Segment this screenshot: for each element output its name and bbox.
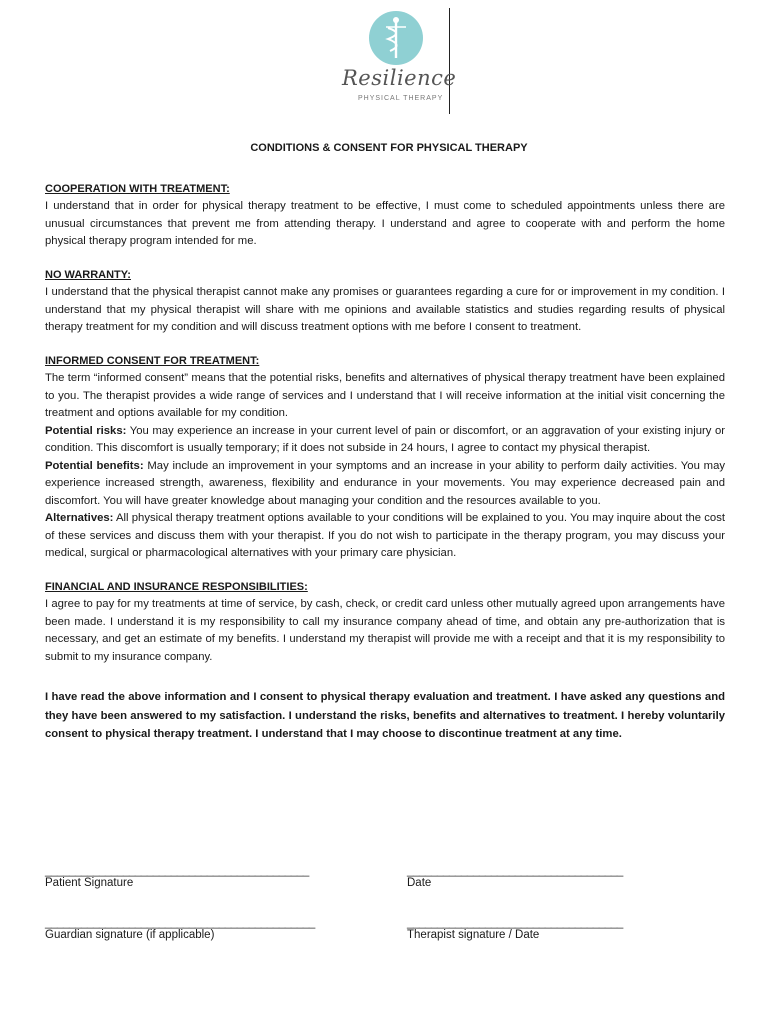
potential-benefits	[45, 458, 725, 511]
potential-risks	[45, 423, 725, 458]
section-body: I understand that the physical therapist cannot make any promises or guarantees regarding a cure for or improvement in my condition. I understand that my physical therapist will share with me opinions and available statistics and studies regarding results of physical therapy treatment for my condition and will discuss treatment options with me before I consent to treatment.	[45, 286, 725, 333]
date-label: Date	[407, 877, 432, 889]
section-heading: INFORMED CONSENT FOR TREATMENT:	[45, 354, 260, 367]
guardian-signature-block	[45, 917, 315, 941]
section-body: I agree to pay for my treatments at time of service, by cash, check, or credit card unless other mutually agreed upon arrangements have been made. I understand it is my responsibility to call my insurance company ahead of time, and obtain any pre-authorization that is necessary, and get an estimate of my benefits. I understand my therapist will provide me with a receipt and that it is my responsibility to submit to my insurance company.	[45, 598, 725, 663]
logo-tagline: PHYSICAL THERAPY	[358, 95, 444, 102]
therapist-signature-block	[407, 917, 623, 941]
document-title: CONDITIONS & CONSENT FOR PHYSICAL THERAPY	[250, 142, 528, 154]
therapist-signature-line[interactable]: ____________________________________	[407, 917, 623, 929]
section-financial	[45, 579, 725, 667]
section-heading: FINANCIAL AND INSURANCE RESPONSIBILITIES:	[45, 580, 308, 593]
date-block	[407, 865, 623, 889]
patient-signature-block	[45, 865, 309, 889]
therapist-signature-label: Therapist signature / Date	[407, 929, 540, 941]
guardian-signature-line[interactable]: _____________________________________________	[45, 917, 315, 929]
alternatives-text: All physical therapy treatment options available to your conditions will be explained to you. You may inquire about the cost of these services and discuss them with your therapist. If you do not wish to participate in the therapy program, you may discuss your medical, surgical or pharmacological alternatives with your primary care physician.	[45, 512, 725, 559]
section-informed-consent	[45, 353, 725, 563]
logo-name: Resilience	[342, 66, 457, 90]
consent-document	[45, 140, 725, 744]
date-line[interactable]: ____________________________________	[407, 865, 623, 877]
logo-divider	[449, 8, 450, 114]
section-cooperation	[45, 181, 725, 251]
guardian-signature-label: Guardian signature (if applicable)	[45, 929, 215, 941]
alternatives-label: Alternatives:	[45, 512, 114, 524]
patient-signature-label: Patient Signature	[45, 877, 134, 889]
section-heading: NO WARRANTY:	[45, 268, 131, 281]
section-body: I understand that in order for physical therapy treatment to be effective, I must come to scheduled appointments unless there are unusual circumstances that prevent me from attending therapy. I understand and agree to cooperate with and perform the home physical therapy program intended for me.	[45, 200, 725, 247]
section-no-warranty	[45, 267, 725, 337]
section-body: The term “informed consent” means that the potential risks, benefits and alternatives of physical therapy treatment have been explained to you. The therapist provides a wide range of services and I understand that I will receive information at the initial visit concerning the treatment and options available for my condition.	[45, 372, 725, 419]
benefits-text: May include an improvement in your symptoms and an increase in your ability to perform daily activities. You may experience increased strength, awareness, flexibility and endurance in your movements. You may experience decreased pain and discomfort. You will have greater knowledge about managing your condition and the resources available to you.	[45, 459, 726, 507]
section-heading: COOPERATION WITH TREATMENT:	[45, 182, 230, 195]
patient-signature-line[interactable]: ____________________________________________	[45, 865, 309, 877]
consent-statement: I have read the above information and I consent to physical therapy evaluation and treatment. I have asked any questions and they have been answered to my satisfaction. I understand the risks, benefits and alternatives to treatment. I hereby voluntarily consent to physical therapy treatment. I understand that I may choose to discontinue treatment at any time.	[45, 691, 725, 740]
alternatives	[45, 510, 725, 563]
risks-text: You may experience an increase in your current level of pain or discomfort, or an aggravation of your existing injury or condition. This discomfort is usually temporary; if it does not subside in 24 hours, I agree to contact my physical therapist.	[45, 424, 726, 454]
benefits-label: Potential benefits:	[45, 459, 144, 472]
risks-label: Potential risks:	[45, 424, 127, 437]
